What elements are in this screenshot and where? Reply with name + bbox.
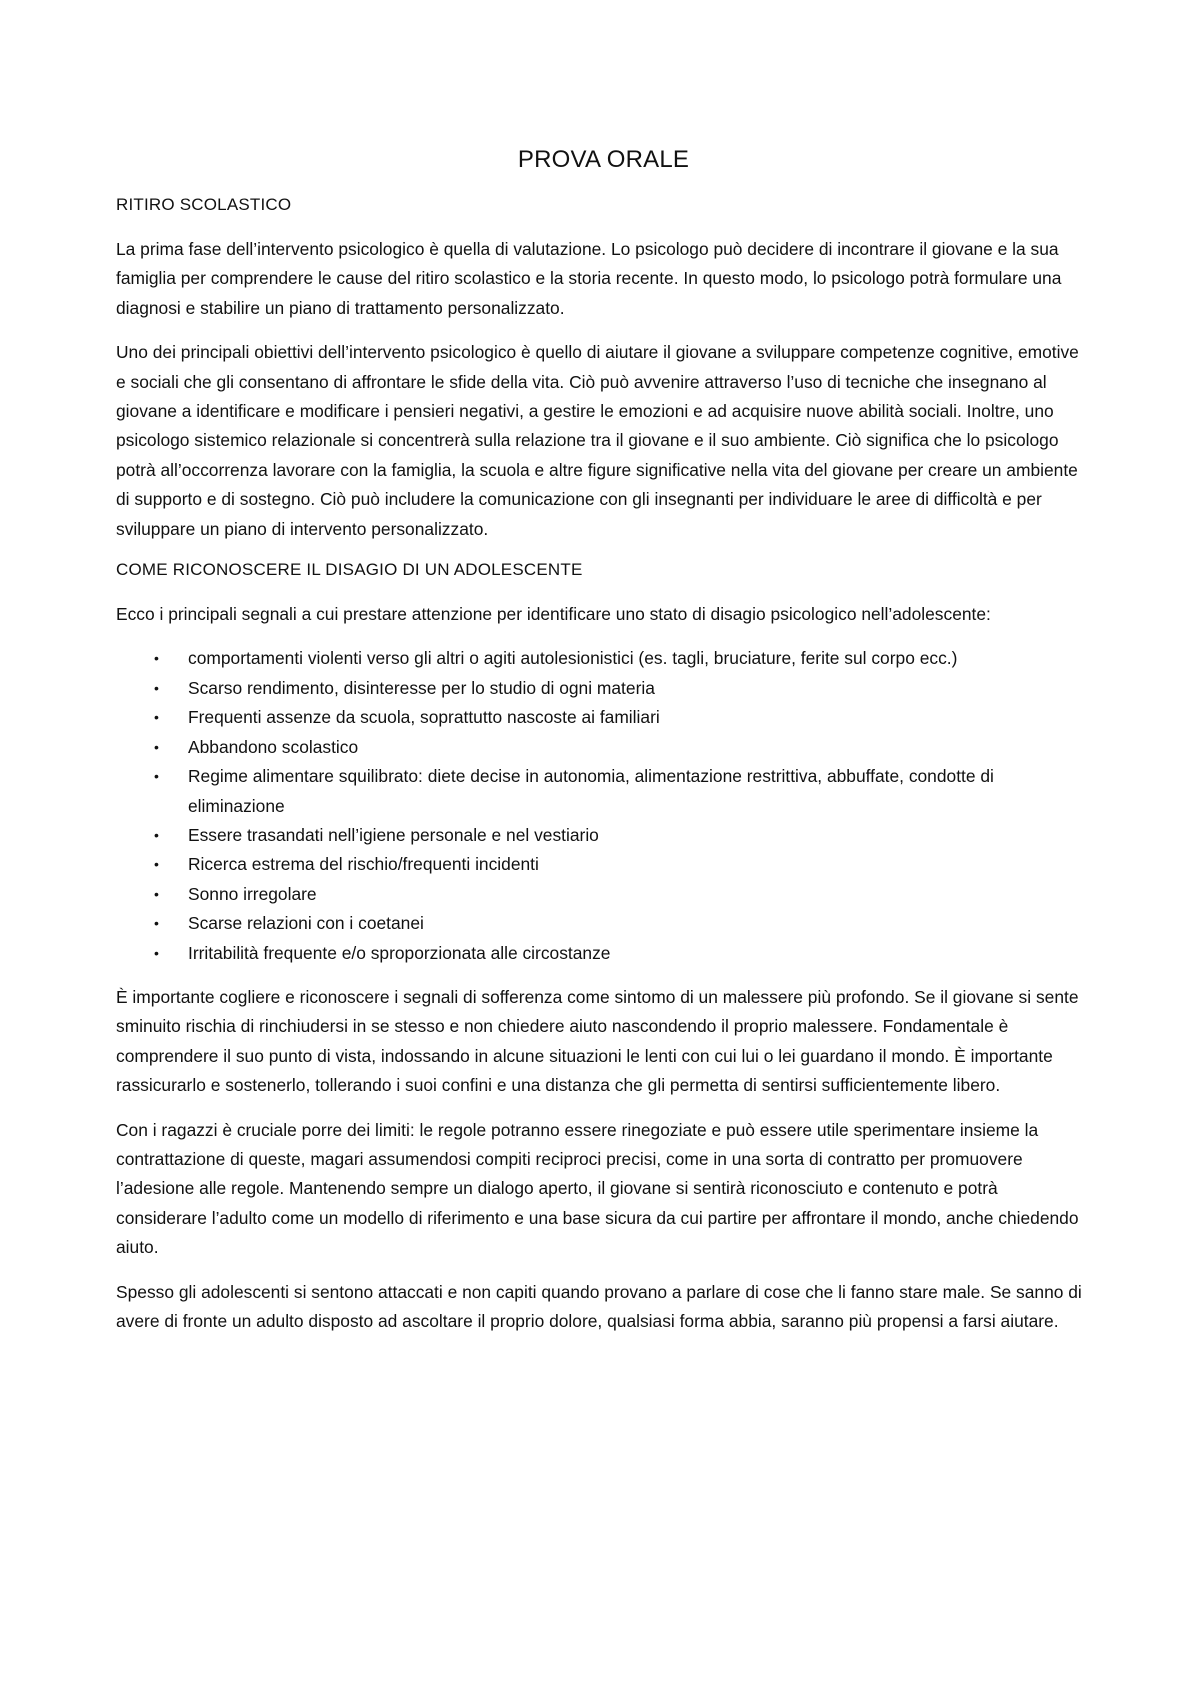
list-item: [116, 644, 1091, 673]
signals-list: [116, 644, 1091, 967]
document-page: [116, 145, 1091, 1351]
list-item-text: Frequenti assenze da scuola, soprattutto nascoste ai familiari: [188, 707, 660, 728]
list-item-text: Scarse relazioni con i coetanei: [188, 913, 424, 934]
section-heading-disagio-adolescente: COME RICONOSCERE IL DISAGIO DI UN ADOLESCENTE: [116, 560, 583, 580]
paragraph-obiettivi: Uno dei principali obiettivi dell’intervento psicologico è quello di aiutare il giovane a sviluppare competenze cognitive, emotive e sociali che gli consentano di affrontare le sfide della vita. Ciò può avvenire attraverso l’uso di tecniche che insegnano al giovane a identificare e modificare i pensieri negativi, a gestire le emozioni e ad acquisire nuove abilità sociali. Inoltre, uno psicologo sistemico relazionale si concentrerà sulla relazione tra il giovane e il suo ambiente. Ciò significa che lo psicologo potrà all’occorrenza lavorare con la famiglia, la scuola e altre figure significative nella vita del giovane per creare un ambiente di supporto e di sostegno. Ciò può includere la comunicazione con gli insegnanti per individuare le aree di difficoltà e per sviluppare un piano di intervento personalizzato.: [116, 342, 1079, 539]
list-item-text: comportamenti violenti verso gli altri o agiti autolesionistici (es. tagli, bruciature, ferite sul corpo ecc.): [188, 648, 958, 669]
list-item-text: Irritabilità frequente e/o sproporzionata alle circostanze: [188, 942, 611, 963]
list-item: [116, 703, 1091, 732]
list-item-text: Regime alimentare squilibrato: diete decise in autonomia, alimentazione restrittiva, abbuffate, condotte di eliminazione: [188, 766, 994, 816]
paragraph-ascolto: Spesso gli adolescenti si sentono attaccati e non capiti quando provano a parlare di cose che li fanno stare male. Se sanno di avere di fronte un adulto disposto ad ascoltare il proprio dolore, qualsiasi forma abbia, saranno più propensi a farsi aiutare.: [116, 1281, 1082, 1331]
bullet-icon: •: [154, 915, 159, 932]
list-item-text: Ricerca estrema del rischio/frequenti incidenti: [188, 854, 539, 875]
bullet-icon: •: [154, 885, 159, 902]
list-item-text: Essere trasandati nell’igiene personale e nel vestiario: [188, 824, 599, 845]
document-title: PROVA ORALE: [517, 146, 690, 173]
list-item: [116, 939, 1091, 968]
bullet-icon: •: [154, 856, 159, 873]
bullet-icon: •: [154, 679, 159, 696]
paragraph-segnali-intro: Ecco i principali segnali a cui prestare attenzione per identificare uno stato di disagio psicologico nell’adolescente:: [116, 604, 991, 625]
list-item: [116, 880, 1091, 909]
paragraph-sofferenza: È importante cogliere e riconoscere i segnali di sofferenza come sintomo di un malessere più profondo. Se il giovane si sente sminuito rischia di rinchiudersi in se stesso e non chiedere aiuto nascondendo il proprio malessere. Fondamentale è comprendere il suo punto di vista, indossando in alcune situazioni le lenti con cui lui o lei guardano il mondo. È importante rassicurarlo e sostenerlo, tollerando i suoi confini e una distanza che gli permetta di sentirsi sufficientemente libero.: [116, 986, 1079, 1096]
list-item: [116, 909, 1091, 938]
list-item: [116, 733, 1091, 762]
list-item: [116, 821, 1091, 850]
bullet-icon: •: [154, 738, 159, 755]
bullet-icon: •: [154, 709, 159, 726]
paragraph-valutazione: La prima fase dell’intervento psicologico è quella di valutazione. Lo psicologo può decidere di incontrare il giovane e la sua famiglia per comprendere le cause del ritiro scolastico e la storia recente. In questo modo, lo psicologo potrà formulare una diagnosi e stabilire un piano di trattamento personalizzato.: [116, 239, 1062, 318]
bullet-icon: •: [154, 768, 159, 785]
list-item: [116, 674, 1091, 703]
list-item: [116, 762, 1091, 821]
bullet-icon: •: [154, 650, 159, 667]
bullet-icon: •: [154, 944, 159, 961]
list-item-text: Abbandono scolastico: [188, 736, 359, 757]
section-heading-ritiro-scolastico: RITIRO SCOLASTICO: [116, 195, 292, 214]
list-item-text: Scarso rendimento, disinteresse per lo studio di ogni materia: [188, 677, 655, 698]
bullet-icon: •: [154, 826, 159, 843]
paragraph-limiti: Con i ragazzi è cruciale porre dei limiti: le regole potranno essere rinegoziate e può essere utile sperimentare insieme la contrattazione di queste, magari assumendosi compiti reciproci precisi, come in una sorta di contratto per promuovere l’adesione alle regole. Mantenendo sempre un dialogo aperto, il giovane si sentirà riconosciuto e contenuto e potrà considerare l’adulto come un modello di riferimento e una base sicura da cui partire per affrontare il mondo, anche chiedendo aiuto.: [116, 1119, 1079, 1258]
list-item: [116, 850, 1091, 879]
list-item-text: Sonno irregolare: [188, 883, 317, 904]
